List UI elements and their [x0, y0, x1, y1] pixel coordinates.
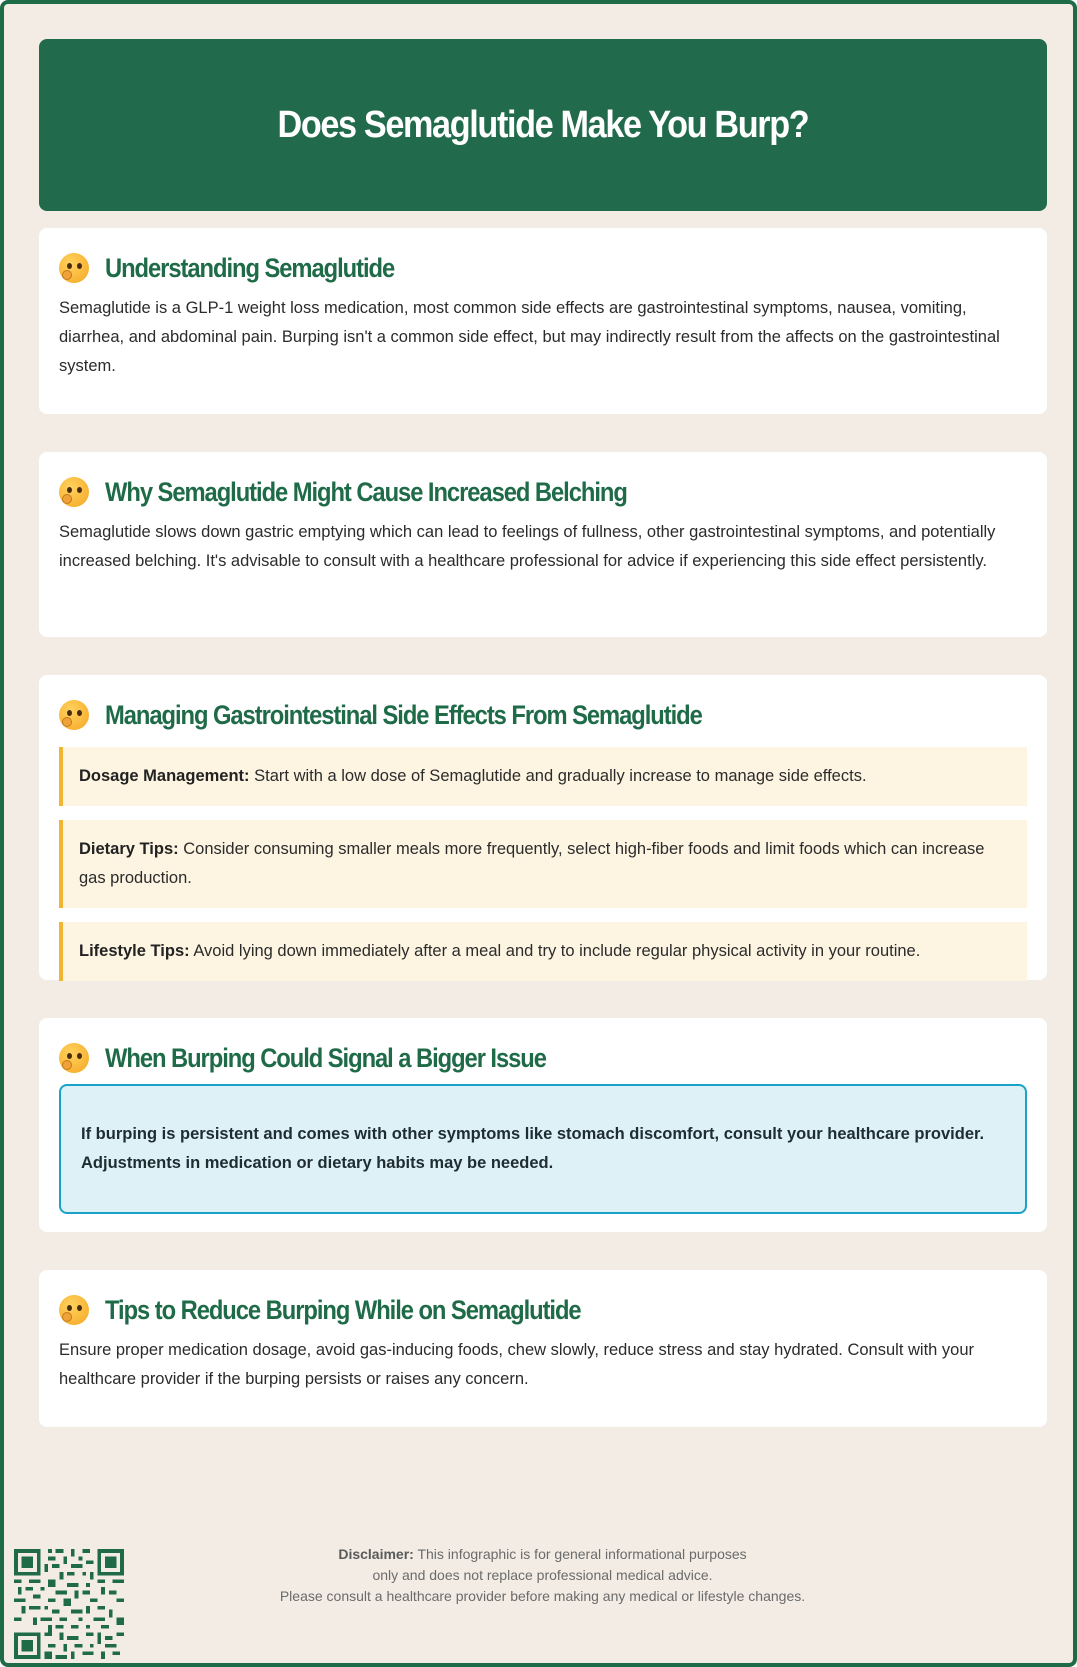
tip-dietary: [59, 820, 1027, 908]
disclaimer-line-1: [4, 1544, 1077, 1565]
disclaimer-label: Disclaimer:: [338, 1546, 414, 1562]
section-title: Why Semaglutide Might Cause Increased Belching: [105, 476, 627, 507]
disclaimer-line-2: only and does not replace professional medical advice.: [372, 1567, 713, 1583]
section-body: Semaglutide slows down gastric emptying which can lead to feelings of fullness, other gastrointestinal symptoms, and potentially increased belching. It's advisable to consult with a healthcare professional for advice if experiencing this side effect persistently.: [59, 523, 996, 570]
tip-lifestyle: [59, 922, 1027, 981]
thinking-face-icon: [59, 253, 89, 283]
callout-text: If burping is persistent and comes with other symptoms like stomach discomfort, consult your healthcare provider. Adjustments in medication or dietary habits may be needed.: [81, 1125, 985, 1172]
warning-callout: [59, 1084, 1027, 1214]
section-title: When Burping Could Signal a Bigger Issue: [105, 1042, 546, 1073]
thinking-face-icon: [59, 477, 89, 507]
disclaimer-line-3: Please consult a healthcare provider before making any medical or lifestyle changes.: [279, 1588, 806, 1604]
tip-text: Avoid lying down immediately after a meal and try to include regular physical activity in your routine.: [193, 942, 921, 960]
thinking-face-icon: [59, 1043, 89, 1073]
section-title: Tips to Reduce Burping While on Semaglutide: [105, 1294, 581, 1325]
section-heading: [59, 1040, 1027, 1076]
section-title: Understanding Semaglutide: [105, 252, 395, 283]
section-understanding: [39, 228, 1047, 414]
tip-label: Dietary Tips:: [79, 840, 179, 858]
tip-label: Dosage Management:: [79, 767, 250, 785]
disclaimer-text: This infographic is for general informational purposes: [417, 1546, 747, 1562]
tip-text: Consider consuming smaller meals more frequently, select high-fiber foods and limit foods which can increase gas production.: [79, 840, 985, 887]
disclaimer: [4, 1544, 1077, 1607]
section-reduce-burping: [39, 1270, 1047, 1427]
section-heading: [59, 250, 1027, 286]
tip-dosage-management: [59, 747, 1027, 806]
section-bigger-issue: [39, 1018, 1047, 1232]
tip-label: Lifestyle Tips:: [79, 942, 190, 960]
section-managing-side-effects: [39, 675, 1047, 980]
section-heading: [59, 1292, 1027, 1328]
tip-text: Start with a low dose of Semaglutide and gradually increase to manage side effects.: [254, 767, 867, 785]
section-why-belching: [39, 452, 1047, 637]
header-banner: [39, 39, 1047, 211]
thinking-face-icon: [59, 700, 89, 730]
section-heading: [59, 697, 1027, 733]
section-heading: [59, 474, 1027, 510]
section-title: Managing Gastrointestinal Side Effects From Semaglutide: [105, 699, 702, 730]
section-body: Semaglutide is a GLP-1 weight loss medication, most common side effects are gastrointestinal symptoms, nausea, vomiting, diarrhea, and abdominal pain. Burping isn't a common side effect, but may indirectly result from the affects on the gastrointestinal system.: [59, 299, 1000, 375]
thinking-face-icon: [59, 1295, 89, 1325]
page-title: Does Semaglutide Make You Burp?: [277, 103, 809, 146]
section-body: Ensure proper medication dosage, avoid gas-inducing foods, chew slowly, reduce stress and stay hydrated. Consult with your healthcare provider if the burping persists or raises any concern.: [59, 1341, 975, 1388]
